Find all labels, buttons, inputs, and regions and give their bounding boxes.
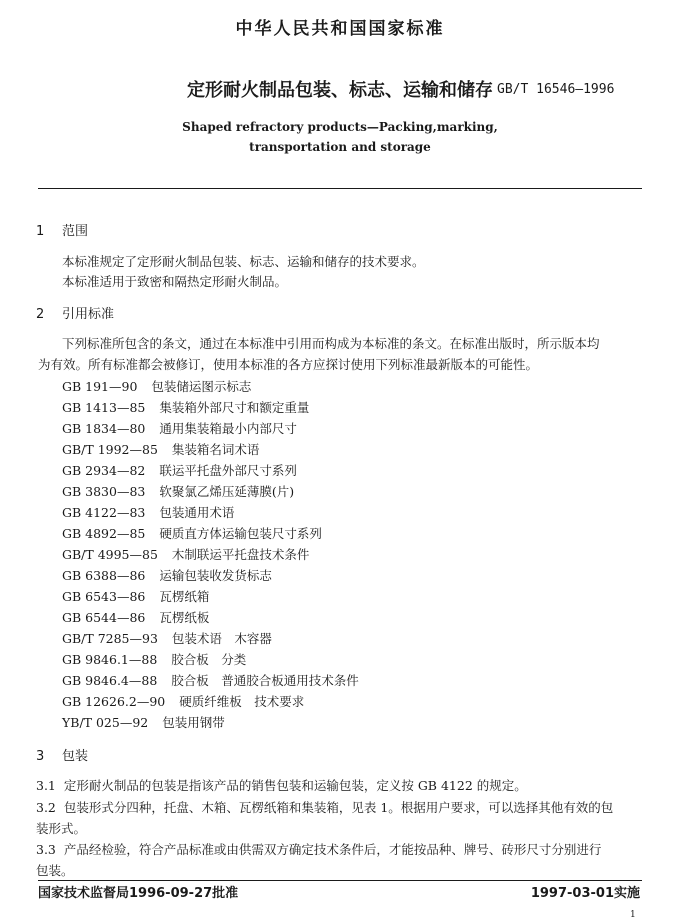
reference-code: GB 12626.2—90 <box>62 694 166 709</box>
reference-item <box>62 398 309 416</box>
reference-code: GB 1413—85 <box>62 400 146 415</box>
page-number: 1 <box>630 910 636 920</box>
section-title: 范围 <box>62 224 89 239</box>
section-1-heading <box>36 220 88 239</box>
reference-name: 包装用钢带 <box>162 715 225 730</box>
clause-text: 定形耐火制品的包装是指该产品的销售包装和运输包装，定义按 GB 4122 的规定。 <box>63 778 527 793</box>
reference-code: GB/T 4995—85 <box>62 547 158 562</box>
section-2-intro-line-1: 下列标准所包含的条文，通过在本标准中引用而构成为本标准的条文。在标准出版时，所示版本均 <box>62 336 600 351</box>
reference-code: GB 6543—86 <box>62 589 146 604</box>
reference-item <box>62 713 225 731</box>
implementation-date: 1997-03-01实施 <box>530 886 640 901</box>
reference-code: GB 191—90 <box>62 379 138 394</box>
reference-name: 包装通用术语 <box>159 505 235 520</box>
reference-code: GB 2934—82 <box>62 463 146 478</box>
reference-item <box>62 503 234 521</box>
reference-code: GB/T 1992—85 <box>62 442 158 457</box>
reference-name: 瓦楞纸箱 <box>159 589 210 604</box>
reference-name: 包装储运图示标志 <box>151 379 252 394</box>
clause-3-1 <box>36 776 527 794</box>
reference-name: 硬质纤维板 技术要求 <box>179 694 305 709</box>
document-title: 定形耐火制品包装、标志、运输和储存 <box>187 80 493 101</box>
standard-number: GB/T 16546—1996 <box>497 82 615 97</box>
section-number: 3 <box>36 749 45 764</box>
reference-name: 通用集装箱最小内部尺寸 <box>159 421 297 436</box>
reference-name: 硬质直方体运输包装尺寸系列 <box>159 526 322 541</box>
reference-name: 集装箱名词术语 <box>171 442 260 457</box>
reference-name: 胶合板 分类 <box>171 652 247 667</box>
reference-item <box>62 482 294 500</box>
clause-3-2-line-2: 装形式。 <box>36 821 87 836</box>
clause-text: 包装形式分四种，托盘、木箱、瓦楞纸箱和集装箱，见表 1。根据用户要求，可以选择其他有效的包 <box>63 800 614 815</box>
reference-item <box>62 692 304 710</box>
standard-authority: 中华人民共和国国家标准 <box>235 19 445 39</box>
clause-number: 3.1 <box>36 778 56 793</box>
reference-name: 木制联运平托盘技术条件 <box>171 547 310 562</box>
section-title: 引用标准 <box>62 307 115 322</box>
reference-code: GB 3830—83 <box>62 484 146 499</box>
clause-number: 3.2 <box>36 800 56 815</box>
reference-name: 软聚氯乙烯压延薄膜(片) <box>159 484 295 499</box>
reference-item <box>62 440 259 458</box>
clause-3-3-line-1 <box>36 840 601 858</box>
approval-date: 国家技术监督局1996-09-27批准 <box>38 886 239 901</box>
reference-code: GB 6544—86 <box>62 610 146 625</box>
section-3-heading <box>36 745 88 764</box>
reference-item <box>62 377 251 395</box>
reference-name: 集装箱外部尺寸和额定重量 <box>159 400 310 415</box>
reference-item <box>62 671 359 689</box>
reference-code: YB/T 025—92 <box>62 715 149 730</box>
section-title: 包装 <box>62 749 89 764</box>
reference-item <box>62 419 297 437</box>
reference-name: 联运平托盘外部尺寸系列 <box>159 463 297 478</box>
reference-item <box>62 650 246 668</box>
reference-item <box>62 566 272 584</box>
reference-item <box>62 629 272 647</box>
header-rule <box>38 188 642 189</box>
section-number: 2 <box>36 307 45 322</box>
reference-item <box>62 587 209 605</box>
reference-item <box>62 545 309 563</box>
english-title-line-1: Shaped refractory products—Packing,marking, <box>182 120 498 134</box>
reference-code: GB 9846.4—88 <box>62 673 158 688</box>
reference-item <box>62 608 209 626</box>
section-2-heading <box>36 303 114 322</box>
section-1-para-1: 本标准规定了定形耐火制品包装、标志、运输和储存的技术要求。 <box>62 254 425 269</box>
clause-number: 3.3 <box>36 842 56 857</box>
reference-code: GB 4892—85 <box>62 526 146 541</box>
reference-code: GB/T 7285—93 <box>62 631 158 646</box>
clause-3-3-line-2: 包装。 <box>36 863 74 878</box>
reference-code: GB 1834—80 <box>62 421 146 436</box>
reference-code: GB 9846.1—88 <box>62 652 158 667</box>
clause-text: 产品经检验，符合产品标准或由供需双方确定技术条件后，才能按品种、牌号、砖形尺寸分别进行 <box>63 842 602 857</box>
reference-item <box>62 461 297 479</box>
reference-code: GB 6388—86 <box>62 568 146 583</box>
section-1-para-2: 本标准适用于致密和隔热定形耐火制品。 <box>62 274 288 289</box>
section-2-intro-line-2: 为有效。所有标准都会被修订，使用本标准的各方应探讨使用下列标准最新版本的可能性。 <box>38 357 539 372</box>
reference-name: 运输包装收发货标志 <box>159 568 272 583</box>
clause-3-2-line-1 <box>36 798 613 816</box>
reference-name: 胶合板 普通胶合板通用技术条件 <box>171 673 359 688</box>
reference-code: GB 4122—83 <box>62 505 146 520</box>
english-title-line-2: transportation and storage <box>249 140 431 154</box>
section-number: 1 <box>36 224 45 239</box>
reference-name: 包装术语 木容器 <box>171 631 272 646</box>
reference-item <box>62 524 322 542</box>
footer-rule <box>38 880 642 881</box>
reference-name: 瓦楞纸板 <box>159 610 210 625</box>
